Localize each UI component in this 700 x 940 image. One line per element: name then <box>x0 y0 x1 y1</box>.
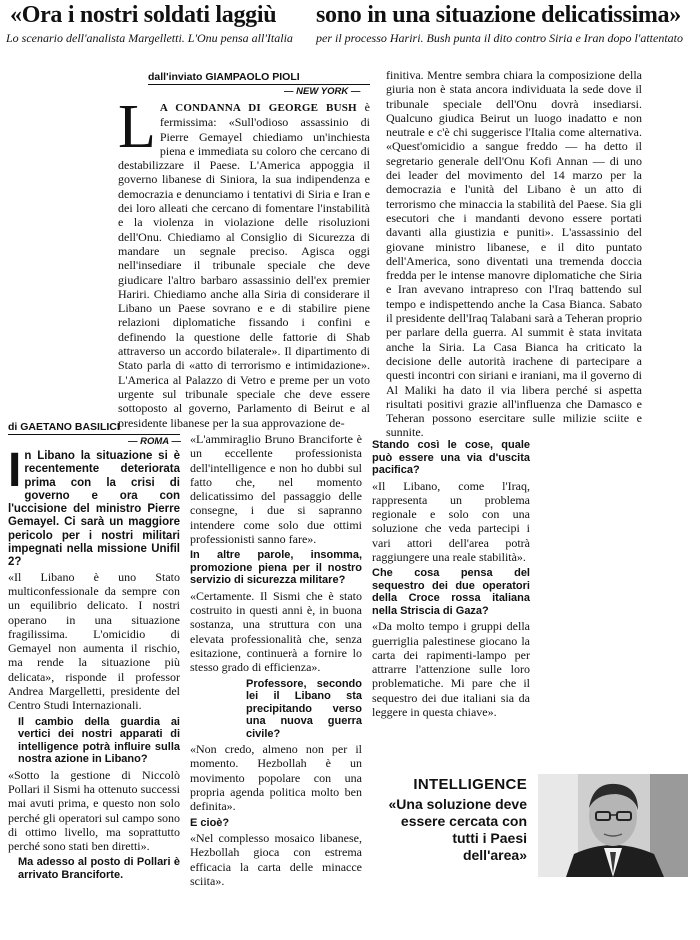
box-quote: «Una soluzione deve essere cercata con tutti i Paesi dell'area» <box>388 796 527 863</box>
headline-right: sono in una situazione delicatissima» <box>316 2 681 28</box>
byline-rule <box>148 84 370 85</box>
lead-question-text: n Libano la situazione si è recentemente deteriorata prima con la crisi di governo e ora con l'uccisione del ministro Pierre Gemayel. Ci sarà un maggiore pericolo per i nostri militari impegnati nella missione Unifil 2? <box>8 450 180 569</box>
answer-6: «Nel complesso mosaico libanese, Hezbollah gioca con estrema efficacia la carta delle minacce sciita». <box>190 831 362 889</box>
subheadline-left: Lo scenario dell'analista Margelletti. L'Onu pensa all'Italia <box>6 31 293 45</box>
dateline-new-york: — NEW YORK — <box>284 86 361 97</box>
answer-7: «Il Libano, come l'Iraq, rappresenta un problema regionale e solo con una soluzione che veda partecipi i vari attori dell'area potrà raggiungere una reale stabilità». <box>372 478 530 564</box>
question-8: Che cosa pensa del sequestro dei due operatori della Croce rossa italiana nella Striscia di Gaza? <box>372 567 530 617</box>
article-ny-column-2 <box>386 68 642 440</box>
question-7: Stando così le cose, quale può essere una via d'uscita pacifica? <box>372 439 530 476</box>
answer-8: «Da molto tempo i gruppi della guerriglia palestinese giocano la carta dei rapimenti-lampo per attrarre l'attenzione sulle loro problematiche. Mi pare che il sequestro dei due italiani sia da leggere in questa chiave». <box>372 619 530 720</box>
dateline-roma: — ROMA — <box>128 436 181 447</box>
dropcap-i: I <box>8 444 22 497</box>
article-ny-text-2: finitiva. Mentre sembra chiara la composizione della giuria non è stata ancora individuata la sede dove il tribunale speciale dell'Onu dovrà insediarsi. Qualcuno giudica Beirut un luogo inadatto e non neutrale e c'è chi suggerisce l'Italia come alternativa. «Quest'omicidio a sangue freddo — ha detto il segretario generale dell'Onu Kofi Annan — di uno dei leader del movimento del 14 marzo per la democrazia e l'unità del Libano è un atto di terrorismo che minaccia la stabilità del Paese. Sia gli esecutori che i mandanti devono essere portati davanti alla giustizia e puniti». L'assassinio del giovane ministro libanese, e il dito puntato dell'America, sono diventati una tremenda doccia fredda per le intense manovre diplomatiche che Siria e Iran avevano intrapreso con l'Iraq battendo sul tempo e indispettendo anche la Casa Bianca. Sabato il presidente dell'Iraq Talabani sarà a Teheran proprio per parlare della guerra. Al summit è stata invitata anche la Siria. La Casa Bianca ha criticato la decisione delle autorità irachene di partecipare a questi incontri con siriani e iraniani, ma il governo di Al Maliki ha dato il via libera perché si aspetta risultati positivi grazie all'influenza che Damasco e Teheran possono esercitare sulle milizie sciite e sunnite. <box>386 68 642 440</box>
question-5: Professore, secondo lei il Libano sta precipitando verso una nuova guerra civile? <box>246 677 362 740</box>
question-3: Ma adesso al posto di Pollari è arrivato Branciforte. <box>18 856 180 881</box>
dropcap-l: L <box>118 93 156 161</box>
portrait-photo <box>538 774 688 877</box>
answer-3: «L'ammiraglio Bruno Branciforte è un eccellente professionista dell'intelligence e non ho dubbi sul fatto che, nel momento delicatissimo del passaggio delle consegne, i due si sapranno intendere come solo due ottimi professionisti sanno fare». <box>190 432 362 547</box>
answer-1: «Il Libano è uno Stato multiconfessionale da sempre con un equilibrio delicato. I nostri operano in una situazione fragilissima. L'omicidio di Gemayel non aumenta il rischio, ma rende la situazione più delicata», risponde il professor Andrea Margelletti, presidente del Centro Studi Internazionali. <box>8 569 180 713</box>
article-ny-text-1: è fermissima: «Sull'odioso assassinio di Pierre Gemayel chiediamo un'inchiesta piena e immediata su coloro che cercano di destabilizzare il Paese. L'America appoggia il governo libanese di Siniora, la sua indipendenza e democrazia e denunciamo i tentativi di Siria e Iran e dei loro alleati che cercano di fomentare l'instabilità e la violenza in violazione delle risoluzioni dell'Onu. Chiediamo al Consiglio di Sicurezza di mandare un segnale preciso. Agisca oggi nell'insediare il tribunale speciale che deve giudicare l'altro barbaro assassinio dell'ex premier Hariri. Chiediamo anche alla Siria di considerare il Libano un Paese sovrano e e di stabilire piene relazioni diplomatiche fissando i confini e definendo la questione delle fattorie di Shab attraverso un accordo bilaterale». Il dipartimento di Stato parla di «atto di terrorismo e intimidazione». L'America al Palazzo di Vetro e preme per un voto urgente sul tribunale speciale che deve essere sottoposto al governo, Parlamento di Beirut e al presidente libanese per la sua approvazione de- <box>118 100 371 430</box>
interview-column-2 <box>190 432 362 932</box>
lead-caps: A CONDANNA DI GEORGE BUSH <box>159 102 357 114</box>
byline-pioli: dall'inviato GIAMPAOLO PIOLI <box>148 71 300 83</box>
lead-question <box>8 444 180 570</box>
byline-basilici: di GAETANO BASILICI <box>8 421 120 433</box>
interview-column-3 <box>372 436 530 720</box>
answer-2: «Sotto la gestione di Niccolò Pollari il Sismi ha ottenuto successi mai avuti prima, e questo non solo perché gli operatori sul campo sono di ottimo livello, ma soprattutto perché sono stati ben diretti». <box>8 767 180 854</box>
answer-5: «Non credo, almeno non per il momento. Hezbollah è un movimento popolare con una propria agenda politica molto ben definita». <box>190 742 362 814</box>
article-ny-column-1 <box>118 93 371 430</box>
question-2: Il cambio della guardia ai vertici dei nostri apparati di intelligence potrà influire sulla nostra azione in Libano? <box>18 715 180 766</box>
question-6: E cioè? <box>190 816 230 829</box>
interview-column-1 <box>8 444 180 930</box>
subheadline-right: per il processo Hariri. Bush punta il dito contro Siria e Iran dopo l'attentato <box>316 31 684 45</box>
answer-4: «Certamente. Il Sismi che è stato costruito in questi anni è, in buona sostanza, una struttura con una elevata professionalità che, senza esitazione, continuerà a fornire lo stesso grado di efficienza». <box>190 588 362 675</box>
box-title: INTELLIGENCE <box>413 776 527 793</box>
headline-left: «Ora i nostri soldati laggiù <box>10 2 277 28</box>
question-4: In altre parole, insomma, promozione piena per il nostro servizio di sicurezza militare? <box>190 549 362 587</box>
byline-rule-rome <box>8 434 180 435</box>
